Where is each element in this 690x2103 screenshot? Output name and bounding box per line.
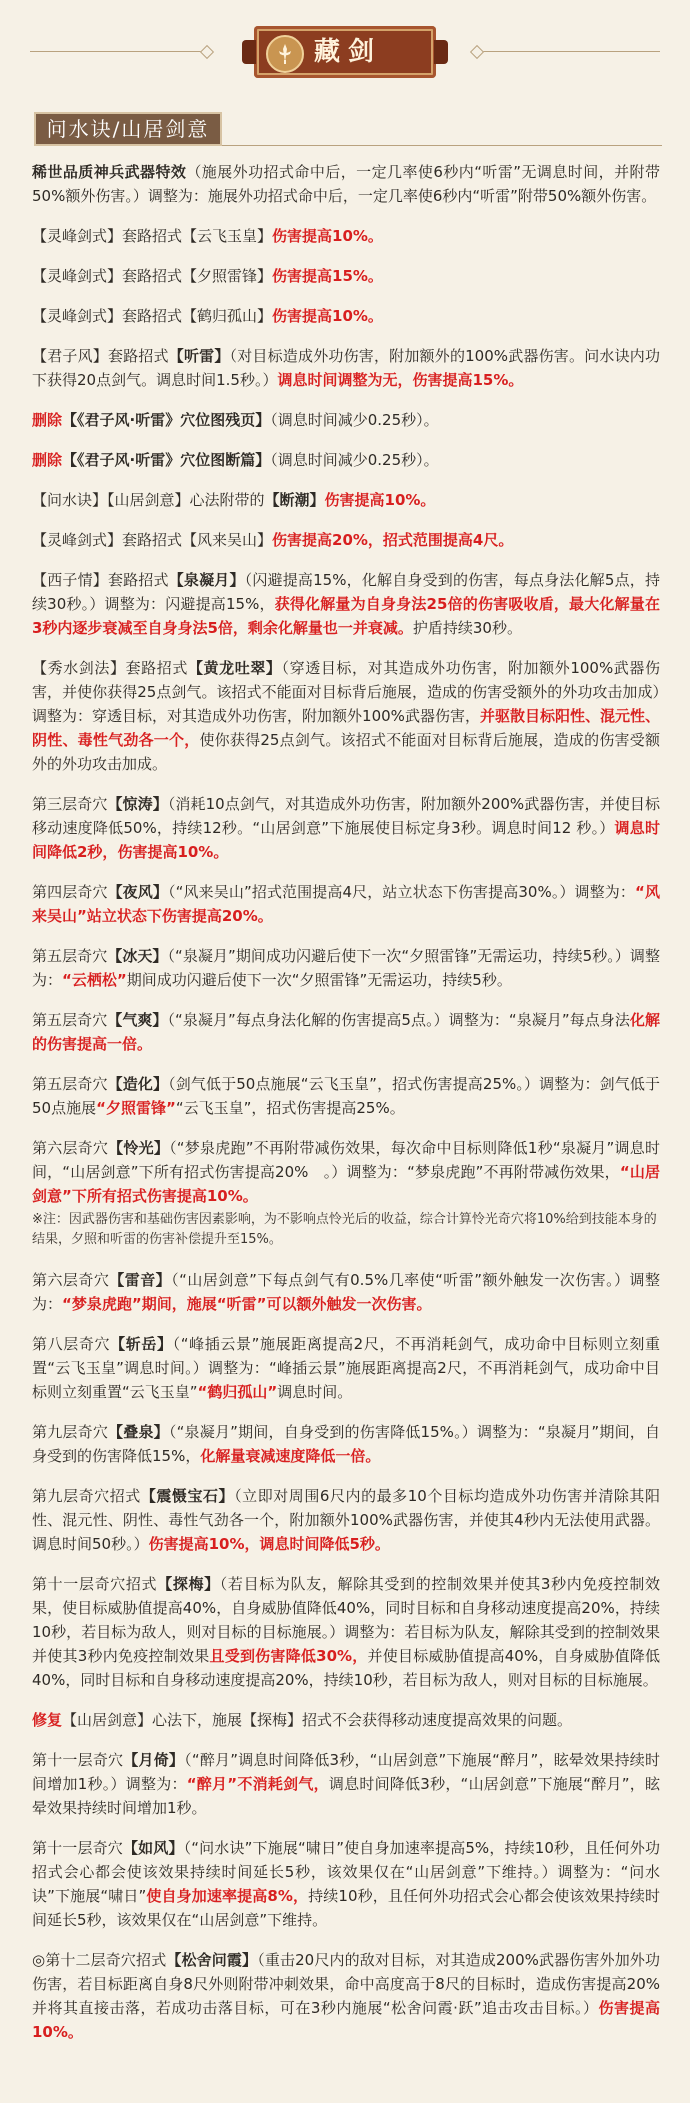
patch-item: 【灵峰剑式】套路招式【风来吴山】伤害提高20%，招式范围提高4尺。	[32, 531, 514, 549]
patch-item: 【灵峰剑式】套路招式【鹤归孤山】伤害提高10%。	[32, 307, 383, 325]
diamond-ornament-left-icon	[200, 45, 214, 59]
patch-item: 修复【山居剑意】心法下，施展【探梅】招式不会获得移动速度提高效果的问题。	[32, 1711, 573, 1729]
patch-item: 第六层奇穴【怜光】（“梦泉虎跑”不再附带减伤效果，每次命中目标则降低1秒“泉凝月”调息时间，“山居剑意”下所有招式伤害提高20% 。）调整为：“梦泉虎跑”不再附带减伤效果，“山居剑意”下所有招式伤害提高10%。	[32, 1139, 660, 1205]
patch-item: 第九层奇穴招式【震慑宝石】（立即对周围6尺内的最多10个目标均造成外功伤害并清除其阳性、混元性、阴性、毒性气劲各一个，附加额外100%武器伤害，并使其4秒内无法使用武器。调息时间50秒。）伤害提高10%，调息时间降低5秒。	[32, 1487, 660, 1553]
patch-item: 第十一层奇穴招式【探梅】（若目标为队友，解除其受到的控制效果并使其3秒内免疫控制效果，使目标威胁值提高40%，自身威胁值降低40%，同时目标和自身移动速度提高20%，持续10秒，若目标为敌人，则对目标的目标施展。）调整为：若目标为队友，解除其受到的控制效果并使其3秒内免疫控制效果且受到伤害降低30%，并使目标威胁值提高40%，自身威胁值降低40%，同时目标和自身移动速度提高20%，持续10秒，若目标为敌人，则对目标的目标施展。	[32, 1575, 661, 1689]
patch-item: 第六层奇穴【雷音】（“山居剑意”下每点剑气有0.5%几率使“听雷”额外触发一次伤害。）调整为：“梦泉虎跑”期间，施展“听雷”可以额外触发一次伤害。	[32, 1271, 660, 1313]
patch-item: 第五层奇穴【冰天】（“泉凝月”期间成功闪避后使下一次“夕照雷锋”无需运功，持续5秒。）调整为：“云栖松”期间成功闪避后使下一次“夕照雷锋”无需运功，持续5秒。	[32, 947, 660, 989]
page-title: 藏剑	[314, 37, 383, 67]
header-banner	[0, 20, 690, 84]
patch-item: 【灵峰剑式】套路招式【夕照雷锋】伤害提高15%。	[32, 267, 383, 285]
patch-item: 第四层奇穴【夜风】（“风来吴山”招式范围提高4尺，站立状态下伤害提高30%。）调整为：“风来吴山”站立状态下伤害提高20%。	[32, 883, 660, 925]
footnote: ※注：因武器伤害和基础伤害因素影响，为不影响点怜光后的收益，综合计算怜光奇穴将10%给到技能本身的结果，夕照和听雷的伤害补偿提升至15%。	[32, 1212, 657, 1247]
patch-item: 稀世品质神兵武器特效（施展外功招式命中后，一定几率使6秒内“听雷”无调息时间，并附带50%额外伤害。）调整为：施展外功招式命中后，一定几率使6秒内“听雷”附带50%额外伤害。	[32, 163, 660, 205]
patch-item: 第八层奇穴【斩岳】（“峰插云景”施展距离提高2尺，不再消耗剑气，成功命中目标则立刻重置“云飞玉皇”调息时间。）调整为：“峰插云景”施展距离提高2尺，不再消耗剑气，成功命中目标则立刻重置“云飞玉皇”“鹤归孤山”调息时间。	[32, 1335, 660, 1401]
patch-item: 第九层奇穴【叠泉】（“泉凝月”期间，自身受到的伤害降低15%。）调整为：“泉凝月”期间，自身受到的伤害降低15%，化解量衰减速度降低一倍。	[32, 1423, 660, 1465]
patch-item: 【问水诀】【山居剑意】心法附带的【断潮】伤害提高10%。	[32, 491, 436, 509]
header-divider-right	[480, 51, 660, 52]
section-underline	[222, 145, 662, 146]
diamond-ornament-right-icon	[470, 45, 484, 59]
patch-item: 【西子情】套路招式【泉凝月】（闪避提高15%，化解自身受到的伤害，每点身法化解5点，持续30秒。）调整为：闪避提高15%，获得化解量为自身身法25倍的伤害吸收盾，最大化解量在3秒内逐步衰减至自身身法5倍，剩余化解量也一并衰减。护盾持续30秒。	[32, 571, 660, 637]
patch-item: 删除【《君子风·听雷》穴位图断篇】（调息时间减少0.25秒）。	[32, 451, 439, 469]
patch-item: 第五层奇穴【造化】（剑气低于50点施展“云飞玉皇”，招式伤害提高25%。）调整为：剑气低于50点施展“夕照雷锋”“云飞玉皇”，招式伤害提高25%。	[32, 1075, 660, 1117]
patch-item: 【灵峰剑式】套路招式【云飞玉皇】伤害提高10%。	[32, 227, 383, 245]
patch-item: ◎第十二层奇穴招式【松舍问霞】（重击20尺内的敌对目标，对其造成200%武器伤害外加外功伤害，若目标距离自身8尺外则附带冲刺效果，命中高度高于8尺的目标时，造成伤害提高20%并将其直接击落，若成功击落目标，可在3秒内施展“松舍问霞·跃”追击攻击目标。）伤害提高10%。	[32, 1951, 660, 2041]
patch-item: 第五层奇穴【气爽】（“泉凝月”每点身法化解的伤害提高5点。）调整为：“泉凝月”每点身法化解的伤害提高一倍。	[32, 1011, 660, 1053]
patch-item: 第三层奇穴【惊涛】（消耗10点剑气，对其造成外功伤害，附加额外200%武器伤害，并使目标移动速度降低50%，持续12秒。“山居剑意”下施展使目标定身3秒。调息时间12 秒。）调息时间降低2秒，伤害提高10%。	[32, 795, 660, 861]
patch-list	[32, 160, 660, 2060]
patch-item: 第十一层奇穴【如风】（“问水诀”下施展“啸日”使自身加速率提高5%，持续10秒，且任何外功招式会心都会使该效果持续时间延长5秒，该效果仅在“山居剑意”下维持。）调整为：“问水诀”下施展“啸日”使自身加速率提高8%，持续10秒，且任何外功招式会心都会使该效果持续时间延长5秒，该效果仅在“山居剑意”下维持。	[32, 1839, 660, 1929]
section-tag: 问水诀/山居剑意	[34, 112, 222, 146]
sword-emblem-icon	[266, 35, 304, 73]
patch-item: 【秀水剑法】套路招式【黄龙吐翠】（穿透目标，对其造成外功伤害，附加额外100%武器伤害，并使你获得25点剑气。该招式不能面对目标背后施展，造成的伤害受额外的外功攻击加成）调整为：穿透目标，对其造成外功伤害，附加额外100%武器伤害，并驱散目标阳性、混元性、阴性、毒性气劲各一个，使你获得25点剑气。该招式不能面对目标背后施展，造成的伤害受额外的外功攻击加成。	[32, 659, 660, 773]
patch-item: 删除【《君子风·听雷》穴位图残页】（调息时间减少0.25秒）。	[32, 411, 439, 429]
header-divider-left	[30, 51, 210, 52]
patch-item: 第十一层奇穴【月倚】（“醉月”调息时间降低3秒，“山居剑意”下施展“醉月”，眩晕效果持续时间增加1秒。）调整为：“醉月”不消耗剑气，调息时间降低3秒，“山居剑意”下施展“醉月”，眩晕效果持续时间增加1秒。	[32, 1751, 661, 1817]
title-plate	[254, 26, 436, 78]
patch-item: 【君子风】套路招式【听雷】（对目标造成外功伤害，附加额外的100%武器伤害。问水诀内功下获得20点剑气。调息时间1.5秒。）调息时间调整为无，伤害提高15%。	[32, 347, 660, 389]
